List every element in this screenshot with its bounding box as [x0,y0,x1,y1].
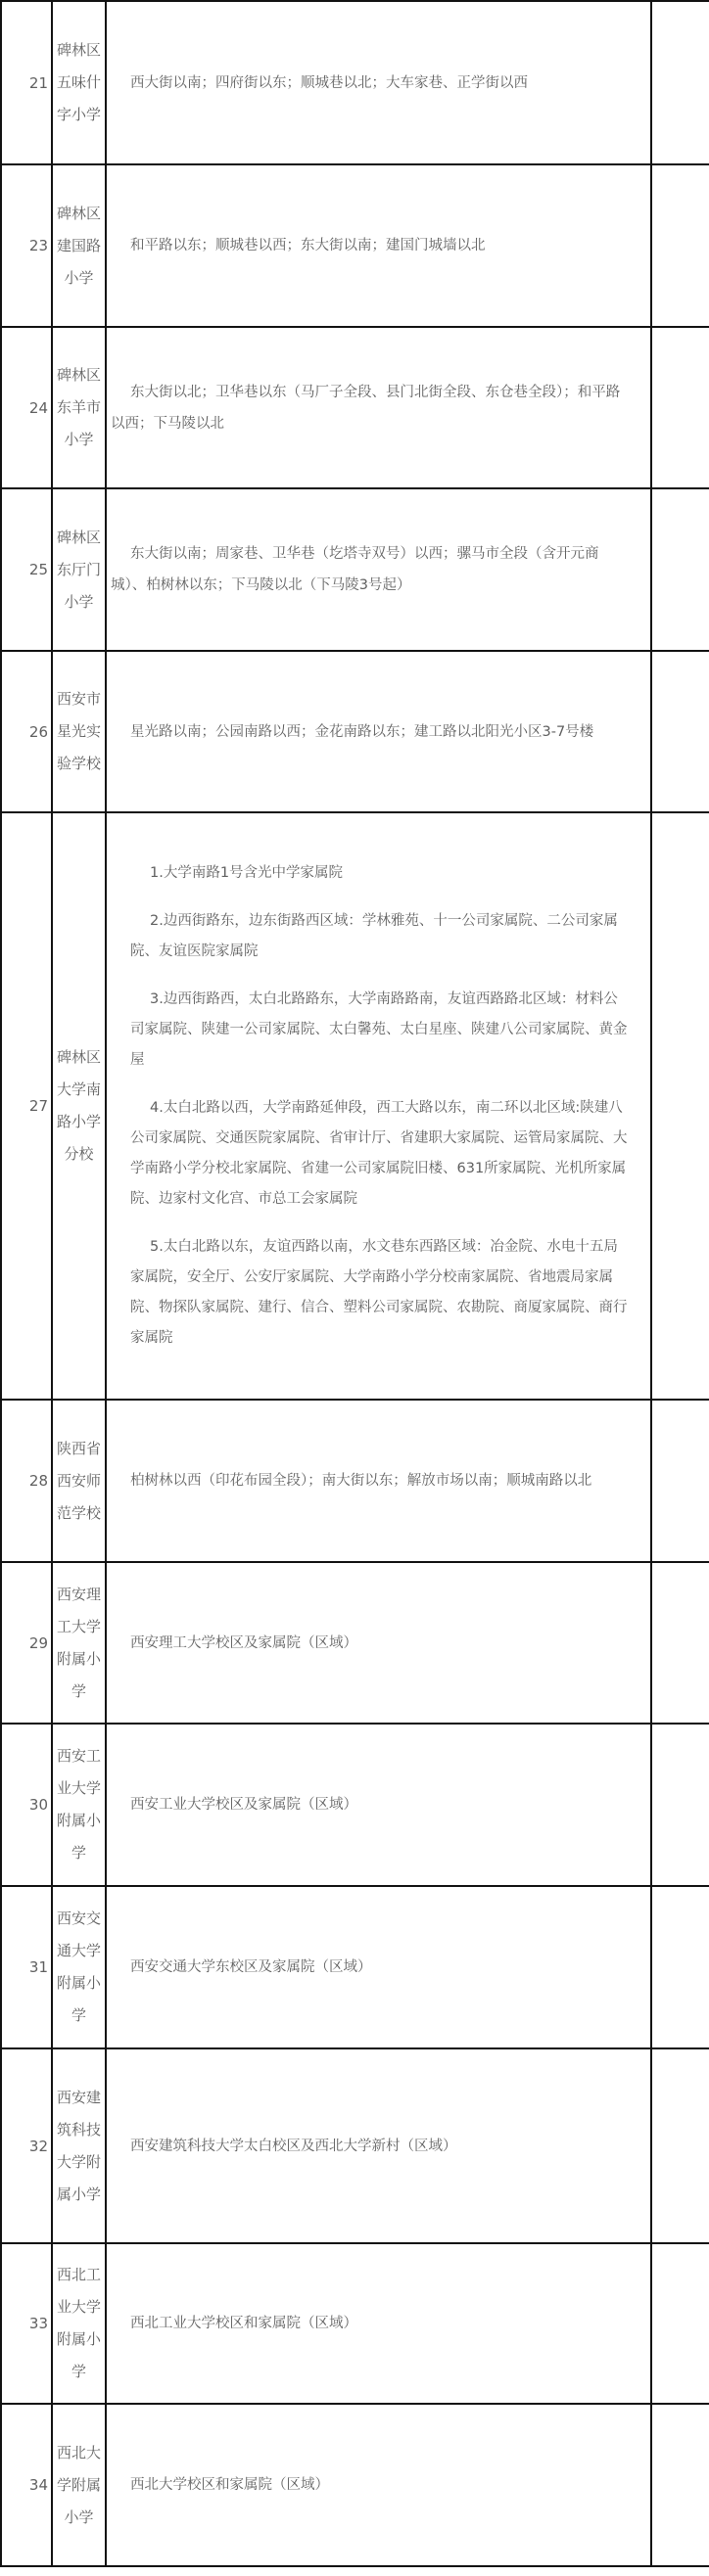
district-area: 西安理工大学校区及家属院（区域） [106,1562,651,1724]
school-name: 西安交通大学附属小学 [52,1886,106,2048]
empty-cell [651,1886,709,2048]
empty-cell [651,1400,709,1562]
row-number: 24 [1,327,52,488]
district-area-cell [106,327,651,488]
empty-cell [651,1562,709,1724]
school-name: 西安工业大学附属小学 [52,1724,106,1886]
empty-cell [651,812,709,1400]
empty-cell [651,1724,709,1886]
empty-cell [651,488,709,651]
empty-cell [651,651,709,812]
row-number: 32 [1,2048,52,2243]
table-body [1,1,709,2566]
district-area-item: 4.太白北路以西，大学南路延伸段，西工大路以东，南二环以北区域:陕建八公司家属院、交通医院家属院、省审计厅、省建职大家属院、运管局家属院、大学南路小学分校北家属院、省建一公司家属院旧楼、631所家属院、光机所家属院、边家村文化宫、市总工会家属院 [130,1100,628,1207]
table-row [1,1562,709,1724]
table-row [1,488,709,651]
table-row [1,164,709,327]
district-area: 柏树林以西（印花布园全段）；南大街以东；解放市场以南；顺城南路以北 [130,1473,592,1489]
table-row [1,651,709,812]
school-name: 西安建筑科技大学附属小学 [52,2048,106,2243]
district-area: 东大街以北；卫华巷以东（马厂子全段、县门北街全段、东仓巷全段）；和平路以西；下马陵以北 [111,384,621,432]
row-number: 27 [1,812,52,1400]
row-number: 23 [1,164,52,327]
school-name: 碑林区建国路小学 [52,164,106,327]
district-area: 西大街以南；四府街以东；顺城巷以北；大车家巷、正学街以西 [106,1,651,164]
table-row [1,1400,709,1562]
district-area: 西安建筑科技大学太白校区及西北大学新村（区域） [106,2048,651,2243]
district-area: 和平路以东；顺城巷以西；东大街以南；建国门城墙以北 [106,164,651,327]
empty-cell [651,1,709,164]
table-row [1,1886,709,2048]
school-name: 西北大学附属小学 [52,2404,106,2566]
empty-cell [651,2243,709,2404]
row-number: 31 [1,1886,52,2048]
district-area-cell [106,488,651,651]
table-row [1,1,709,164]
school-name: 碑林区五味什字小学 [52,1,106,164]
district-area-item: 1.大学南路1号含光中学家属院 [150,865,344,881]
row-number: 28 [1,1400,52,1562]
row-number: 26 [1,651,52,812]
row-number: 30 [1,1724,52,1886]
table-row [1,327,709,488]
district-area: 东大街以南；周家巷、卫华巷（圪塔寺双号）以西；骡马市全段（含开元商城）、柏树林以东；下马陵以北（下马陵3号起） [111,546,599,593]
district-area: 西北大学校区和家属院（区域） [106,2404,651,2566]
district-area-cell [106,1400,651,1562]
empty-cell [651,2048,709,2243]
district-area-item: 2.边西街路东，边东街路西区域：学林雅苑、十一公司家属院、二公司家属院、友谊医院家属院 [130,913,618,959]
school-name: 西安理工大学附属小学 [52,1562,106,1724]
school-name: 陕西省西安师范学校 [52,1400,106,1562]
row-number: 33 [1,2243,52,2404]
table-row [1,2048,709,2243]
district-area: 西安工业大学校区及家属院（区域） [106,1724,651,1886]
district-area-list [106,812,651,1400]
row-number: 21 [1,1,52,164]
table-row [1,1724,709,1886]
school-name: 碑林区大学南路小学分校 [52,812,106,1400]
row-number: 25 [1,488,52,651]
table-row [1,812,709,1400]
school-name: 西北工业大学附属小学 [52,2243,106,2404]
district-area: 星光路以南；公园南路以西；金花南路以东；建工路以北阳光小区3-7号楼 [106,651,651,812]
school-name: 碑林区东羊市小学 [52,327,106,488]
district-area-item: 5.太白北路以东，友谊西路以南，水文巷东西路区域：冶金院、水电十五局家属院，安全厅、公安厅家属院、大学南路小学分校南家属院、省地震局家属院、物探队家属院、建行、信合、塑料公司家属院、农勘院、商厦家属院、商行家属院 [130,1239,628,1346]
row-number: 29 [1,1562,52,1724]
empty-cell [651,327,709,488]
district-area-item: 3.边西街路西，太白北路路东，大学南路路南，友谊西路路北区域：材料公司家属院、陕建一公司家属院、太白馨苑、太白星座、陕建八公司家属院、黄金屋 [130,991,628,1068]
row-number: 34 [1,2404,52,2566]
school-name: 西安市星光实验学校 [52,651,106,812]
empty-cell [651,164,709,327]
district-area: 西安交通大学东校区及家属院（区域） [106,1886,651,2048]
empty-cell [651,2404,709,2566]
table-row [1,2404,709,2566]
table-row [1,2243,709,2404]
district-area: 西北工业大学校区和家属院（区域） [106,2243,651,2404]
school-name: 碑林区东厅门小学 [52,488,106,651]
